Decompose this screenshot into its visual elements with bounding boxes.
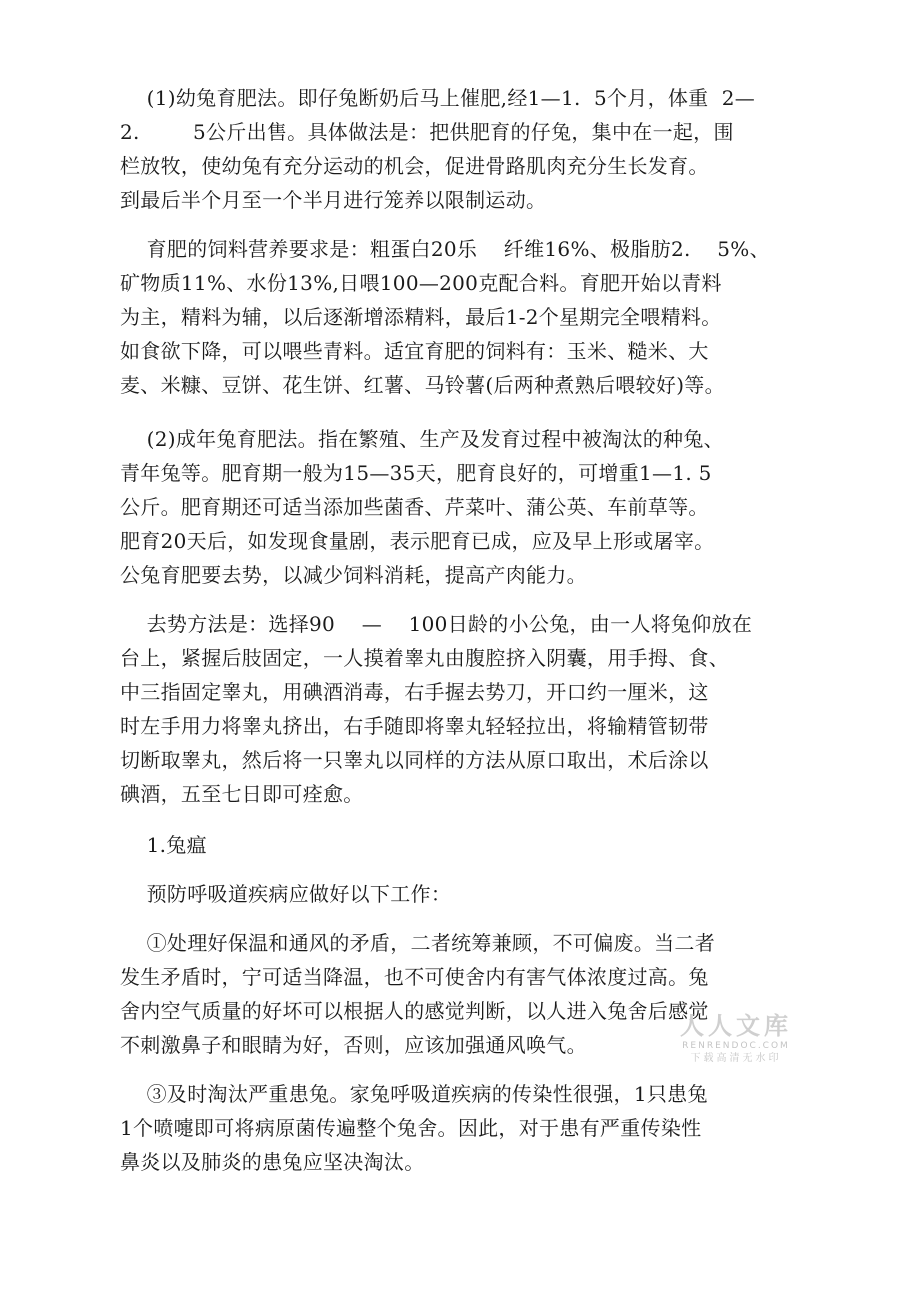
text-line: 矿物质11%、水份13%,日喂100—200克配合料。育肥开始以青料 xyxy=(120,271,722,295)
text-line: 栏放牧，使幼兔有充分运动的机会，促进骨路肌肉充分生长发育。 xyxy=(120,154,709,178)
text-line: 2. 5公斤出售。具体做法是：把供肥育的仔兔，集中在一起，围 xyxy=(120,120,734,144)
text-line: 预防呼吸道疾病应做好以下工作： xyxy=(120,882,452,906)
text-line: 青年兔等。肥育期一般为15—35天，肥育良好的，可增重1—1. 5 xyxy=(120,461,712,485)
text-line: 肥育20天后，如发现食量剧，表示肥育已成，应及早上形或屠宰。 xyxy=(120,529,715,553)
watermark-logo-text: 人人文库 xyxy=(680,1012,792,1040)
text-line: 舍内空气质量的好坏可以根据人的感觉判断，以人进入兔舍后感觉 xyxy=(120,999,709,1023)
text-line: 去势方法是：选择90 — 100日龄的小公兔，由一人将兔仰放在 xyxy=(120,612,753,636)
text-line: 碘酒，五至七日即可痊愈。 xyxy=(120,782,364,806)
text-line: 到最后半个月至一个半月进行笼养以限制运动。 xyxy=(120,188,547,212)
text-line: 公兔育肥要去势，以减少饲料消耗，提高产肉能力。 xyxy=(120,563,587,587)
text-line: 鼻炎以及肺炎的患兔应坚决淘汰。 xyxy=(120,1150,425,1174)
section-heading: 1.兔瘟 xyxy=(120,833,207,857)
text-line: ③及时淘汰严重患兔。家兔呼吸道疾病的传染性很强，1只患兔 xyxy=(120,1082,708,1106)
text-line: (1)幼兔育肥法。即仔兔断奶后马上催肥,经1—1. 5个月，体重 2— xyxy=(120,86,756,110)
text-line: 为主，精料为辅，以后逐渐增添精料，最后1-2个星期完全喂精料。 xyxy=(120,305,722,329)
text-line: ①处理好保温和通风的矛盾，二者统筹兼顾，不可偏废。当二者 xyxy=(120,931,716,955)
text-line: 公斤。肥育期还可适当添加些菌香、芹菜叶、蒲公英、车前草等。 xyxy=(120,495,709,519)
watermark xyxy=(676,1012,796,1066)
text-line: 1个喷嚏即可将病原菌传遍整个兔舍。因此，对于患有严重传染性 xyxy=(120,1116,702,1140)
text-line: 如食欲下降，可以喂些青料。适宜育肥的饲料有：玉米、糙米、大 xyxy=(120,339,709,363)
text-line: 台上，紧握后肢固定，一人摸着睾丸由腹腔挤入阴囊，用手拇、食、 xyxy=(120,646,729,670)
text-line: 切断取睾丸，然后将一只睾丸以同样的方法从原口取出，术后涂以 xyxy=(120,748,709,772)
text-line: 不刺激鼻子和眼睛为好，否则，应该加强通风唤气。 xyxy=(120,1033,587,1057)
text-line: 发生矛盾时，宁可适当降温，也不可使舍内有害气体浓度过高。兔 xyxy=(120,965,709,989)
text-line: (2)成年兔育肥法。指在繁殖、生产及发育过程中被淘汰的种兔、 xyxy=(120,427,724,451)
text-line: 中三指固定睾丸，用碘酒消毒，右手握去势刀，开口约一厘米，这 xyxy=(120,680,709,704)
watermark-slogan: 下载高清无水印 xyxy=(690,1053,782,1064)
watermark-domain: RENRENDOC.COM xyxy=(682,1041,790,1051)
text-line: 麦、米糠、豆饼、花生饼、红薯、马铃薯(后两种煮熟后喂较好)等。 xyxy=(120,373,725,397)
text-line: 时左手用力将睾丸挤出，右手随即将睾丸轻轻拉出，将输精管韧带 xyxy=(120,714,709,738)
text-line: 育肥的饲料营养要求是：粗蛋白20乐 纤维16%、极脂肪2. 5%、 xyxy=(120,237,770,261)
